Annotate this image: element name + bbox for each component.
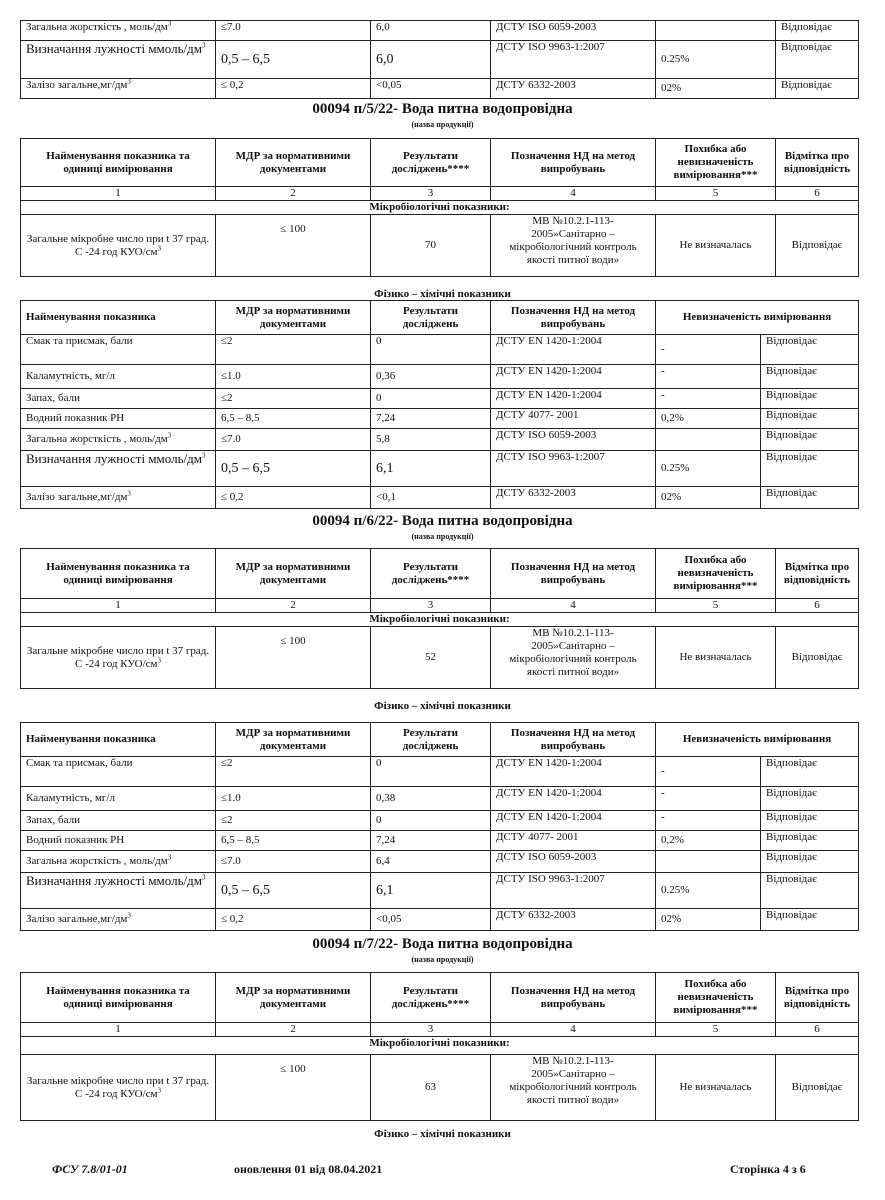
table-row: Запах, бали ≤2 0 ДСТУ EN 1420-1:2004 - Відповідає (21, 811, 859, 831)
product-subtitle: (назва продукції) (411, 120, 474, 129)
product-subtitle: (назва продукції) (411, 532, 474, 541)
table-row: Смак та присмак, бали ≤2 0 ДСТУ EN 1420-1:2004 - Відповідає (21, 335, 859, 365)
column-numbers-row: 1 2 3 4 5 6 (21, 1023, 859, 1037)
table-row: Загальна жорсткість , моль/$дм^3$ ≤7.0 5,8 ДСТУ ISO 6059-2003 Відповідає (21, 429, 859, 451)
section-row: Мікробіологічні показники: (21, 1037, 859, 1055)
section-title: Фізико – хімічні показники (374, 288, 511, 300)
column-numbers-row: 1 2 3 4 5 6 (21, 187, 859, 201)
table-row: Загальна жорсткість , моль/$дм^3$ ≤7.0 6,0 ДСТУ ISO 6059-2003 Відповідає (21, 21, 859, 41)
product-title: 00094 п/7/22- Вода питна водопровідна (312, 936, 573, 952)
table-row: Загальне мікробне число при t 37 град. С -24 год КУО/$см^3$ ≤ 100 63 МВ №10.2.1-113-2005»Санітарно – мікробіологічний контроль якості питної води» Не визначалась Відповідає (21, 1055, 859, 1121)
product-subtitle: (назва продукції) (411, 955, 474, 964)
table-row: Визначання лужності ммоль/$дм^3$ 0,5 – 6,5 6,1 ДСТУ ISO 9963-1:2007 0.25% Відповідає (21, 451, 859, 487)
table-row: Каламутність, мг/л ≤1.0 0,38 ДСТУ EN 1420-1:2004 - Відповідає (21, 787, 859, 811)
top-continuation-table (20, 20, 885, 99)
header-row: Найменування показника та одиниці вимірювання МДР за нормативними документами Результати досліджень**** Позначення НД на метод випробувань Похибка або невизначеність вимірювання*** Відмітка про відповідність (21, 973, 859, 1023)
header-row: Найменування показника та одиниці вимірювання МДР за нормативними документами Результати досліджень**** Позначення НД на метод випробувань Похибка або невизначеність вимірювання*** Відмітка про відповідність (21, 139, 859, 187)
table-row: Водний показник РН 6,5 – 8,5 7,24 ДСТУ 4077- 2001 0,2% Відповідає (21, 831, 859, 851)
table-row: Смак та присмак, бали ≤2 0 ДСТУ EN 1420-1:2004 - Відповідає (21, 757, 859, 787)
product-title: 00094 п/6/22- Вода питна водопровідна (312, 513, 573, 529)
table-row: Загальне мікробне число при t 37 град. С -24 год КУО/$см^3$ ≤ 100 52 МВ №10.2.1-113-2005»Санітарно – мікробіологічний контроль якості питної води» Не визначалась Відповідає (21, 627, 859, 689)
table-row: Визначання лужності ммоль/$дм^3$ 0,5 – 6,5 6,1 ДСТУ ISO 9963-1:2007 0.25% Відповідає (21, 873, 859, 909)
section-row: Мікробіологічні показники: (21, 201, 859, 215)
micro-table (20, 972, 885, 1121)
table-row: Визначання лужності ммоль/$дм^3$ 0,5 – 6,5 6,0 ДСТУ ISO 9963-1:2007 0.25% Відповідає (21, 41, 859, 79)
footer-page-number: Сторінка 4 з 6 (730, 1162, 806, 1176)
header-row: Найменування показника МДР за нормативними документами Результати досліджень Позначення НД на метод випробувань Невизначеність вимірювання (21, 723, 859, 757)
section-title: Фізико – хімічні показники (374, 1128, 511, 1140)
header-row: Найменування показника МДР за нормативними документами Результати досліджень Позначення НД на метод випробувань Невизначеність вимірювання (21, 301, 859, 335)
micro-table (20, 548, 885, 689)
footer-revision: оновлення 01 від 08.04.2021 (234, 1162, 383, 1176)
table-row: Загальне мікробне число при t 37 град. С -24 год КУО/$см^3$ ≤ 100 70 МВ №10.2.1-113-2005»Санітарно – мікробіологічний контроль якості питної води» Не визначалась Відповідає (21, 215, 859, 277)
table-row: Залізо $загальне,мг/дм^3$ ≤ 0,2 <0,05 ДСТУ 6332-2003 02% Відповідає (21, 79, 859, 99)
table-row: Каламутність, мг/л ≤1.0 0,36 ДСТУ EN 1420-1:2004 - Відповідає (21, 365, 859, 389)
section-row: Мікробіологічні показники: (21, 613, 859, 627)
table-row: Залізо $загальне,мг/дм^3$ ≤ 0,2 <0,05 ДСТУ 6332-2003 02% Відповідає (21, 909, 859, 931)
column-numbers-row: 1 2 3 4 5 6 (21, 599, 859, 613)
footer-form-code: ФСУ 7.8/01-01 (52, 1162, 128, 1176)
phys-table (20, 300, 885, 509)
table-row: Залізо $загальне,мг/дм^3$ ≤ 0,2 <0,1 ДСТУ 6332-2003 02% Відповідає (21, 487, 859, 509)
table-row: Запах, бали ≤2 0 ДСТУ EN 1420-1:2004 - Відповідає (21, 389, 859, 409)
table-row: Загальна жорсткість , моль/$дм^3$ ≤7.0 6,4 ДСТУ ISO 6059-2003 Відповідає (21, 851, 859, 873)
phys-table (20, 722, 885, 931)
table-row: Водний показник РН 6,5 – 8,5 7,24 ДСТУ 4077- 2001 0,2% Відповідає (21, 409, 859, 429)
product-title: 00094 п/5/22- Вода питна водопровідна (312, 101, 573, 117)
section-title: Фізико – хімічні показники (374, 700, 511, 712)
header-row: Найменування показника та одиниці вимірювання МДР за нормативними документами Результати досліджень**** Позначення НД на метод випробувань Похибка або невизначеність вимірювання*** Відмітка про відповідність (21, 549, 859, 599)
micro-table (20, 138, 885, 277)
